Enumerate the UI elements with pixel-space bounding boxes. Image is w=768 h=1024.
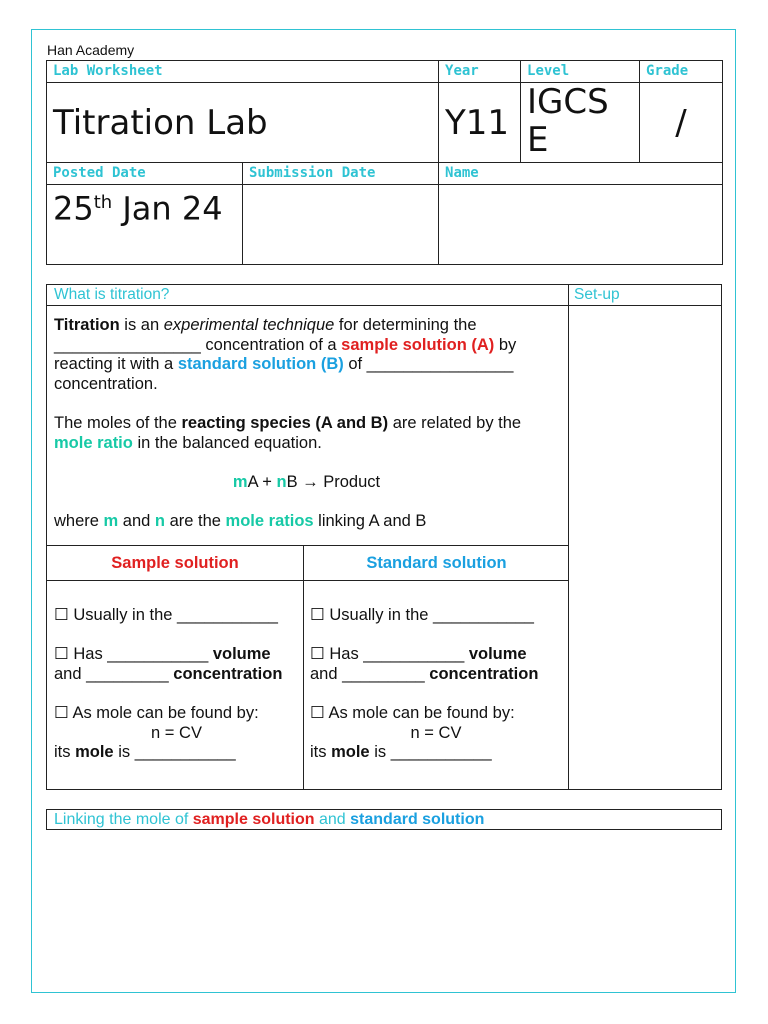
term-mole: mole [75, 743, 114, 762]
text-span: its [310, 743, 332, 762]
standard-mole-item[interactable] [310, 704, 562, 763]
posted-month-year: Jan 24 [122, 189, 223, 228]
titration-explanation [54, 316, 559, 551]
text-span: and [118, 511, 155, 530]
term-standard-solution: standard solution (B) [177, 355, 344, 374]
what-is-titration-heading: What is titration? [54, 286, 170, 303]
definition-paragraph [54, 316, 559, 394]
level-label: Level [527, 63, 570, 79]
term-sample-solution: sample solution (A) [341, 335, 495, 354]
term-concentration: concentration [429, 664, 539, 683]
year-label-cell [439, 61, 521, 83]
sample-usually-item[interactable]: ☐ Usually in the ___________ [54, 606, 278, 624]
text-span: and _________ [54, 664, 174, 683]
text-span: Linking the mole of [54, 811, 193, 828]
coefficient-n: n [276, 472, 287, 491]
text-span: and _________ [310, 664, 430, 683]
term-volume: volume [212, 645, 271, 664]
grade-label: Grade [646, 63, 689, 79]
grade-cell [640, 83, 723, 163]
term-sample-solution: sample solution [192, 811, 315, 828]
setup-heading: Set-up [574, 286, 620, 303]
sample-solution-header: Sample solution [111, 554, 239, 572]
standard-solution-header: Standard solution [366, 554, 507, 572]
term-volume: volume [468, 645, 527, 664]
term-m: m [103, 511, 119, 530]
worksheet-title: Titration Lab [53, 102, 268, 143]
term-experimental-technique: experimental technique [163, 316, 335, 334]
text-span: by reacting it with a [54, 335, 517, 374]
text-span: is ___________ [113, 743, 236, 762]
text-span: The moles of the [54, 413, 182, 432]
posted-date-label-cell [47, 163, 243, 185]
comparison-divider [303, 546, 304, 790]
text-span: in the balanced equation. [132, 433, 322, 452]
grade-value: / [675, 102, 687, 143]
text-span: ☐ As mole can be found by: [310, 703, 515, 722]
lab-worksheet-label-cell [47, 61, 439, 83]
text-span: is ___________ [369, 743, 492, 762]
moles-paragraph [54, 414, 559, 453]
posted-date-cell [47, 185, 243, 265]
mole-ratios-paragraph [54, 512, 559, 532]
academy-name: Han Academy [47, 42, 135, 58]
grade-label-cell [640, 61, 723, 83]
year-label: Year [445, 63, 479, 79]
submission-date-label: Submission Date [249, 165, 376, 181]
text-span: A + [247, 472, 277, 491]
term-mole-ratios: mole ratios [225, 511, 314, 530]
text-span: B → Product [286, 472, 381, 491]
lab-worksheet-label: Lab Worksheet [53, 63, 163, 79]
text-span: ☐ As mole can be found by: [54, 703, 259, 722]
formula-n-cv: n = CV [151, 723, 202, 742]
equation [54, 473, 559, 493]
name-label-cell [439, 163, 723, 185]
term-mole-ratio: mole ratio [54, 433, 133, 452]
submission-date-label-cell [243, 163, 439, 185]
sample-has-item[interactable] [54, 645, 299, 684]
coefficient-m: m [232, 472, 248, 491]
comparison-table [47, 545, 569, 790]
level-cell [521, 83, 640, 163]
text-span: and [314, 811, 351, 828]
posted-date-label: Posted Date [53, 165, 146, 181]
sample-solution-column [54, 606, 299, 782]
standard-solution-column [310, 606, 562, 782]
name-field[interactable] [439, 185, 723, 265]
term-n: n [154, 511, 165, 530]
sample-mole-item[interactable] [54, 704, 299, 763]
text-span: ☐ Has ___________ [310, 645, 469, 664]
title-cell [47, 83, 439, 163]
name-label: Name [445, 165, 479, 181]
text-span: is an [119, 316, 164, 334]
posted-day: 25 [53, 189, 94, 228]
level-label-cell [521, 61, 640, 83]
text-span: ☐ Has ___________ [54, 645, 213, 664]
term-concentration: concentration [173, 664, 283, 683]
titration-section [46, 284, 722, 790]
year-value: Y11 [445, 102, 510, 143]
text-span: where [54, 511, 104, 530]
header-table [46, 60, 723, 265]
posted-day-suffix: th [93, 192, 113, 213]
posted-date [53, 185, 236, 227]
formula-n-cv: n = CV [410, 723, 462, 742]
term-reacting-species: reacting species (A and B) [181, 413, 389, 432]
term-mole: mole [331, 743, 370, 762]
text-span: its [54, 743, 76, 762]
year-cell [439, 83, 521, 163]
term-standard-solution: standard solution [350, 811, 485, 828]
submission-date-field[interactable] [243, 185, 439, 265]
linking-section [46, 809, 722, 830]
standard-has-item[interactable] [310, 645, 562, 684]
text-span: are the [165, 511, 226, 530]
text-span: linking A and B [313, 511, 427, 530]
text-span: for determining the ________________ concentration of a [54, 316, 477, 354]
standard-usually-item[interactable]: ☐ Usually in the ___________ [310, 606, 534, 624]
text-span: are related by the [388, 413, 522, 432]
level-value: IGCSE [527, 82, 609, 160]
linking-heading [54, 810, 484, 829]
text-span: of ________________ concentration. [54, 355, 514, 393]
term-titration: Titration [54, 316, 120, 334]
